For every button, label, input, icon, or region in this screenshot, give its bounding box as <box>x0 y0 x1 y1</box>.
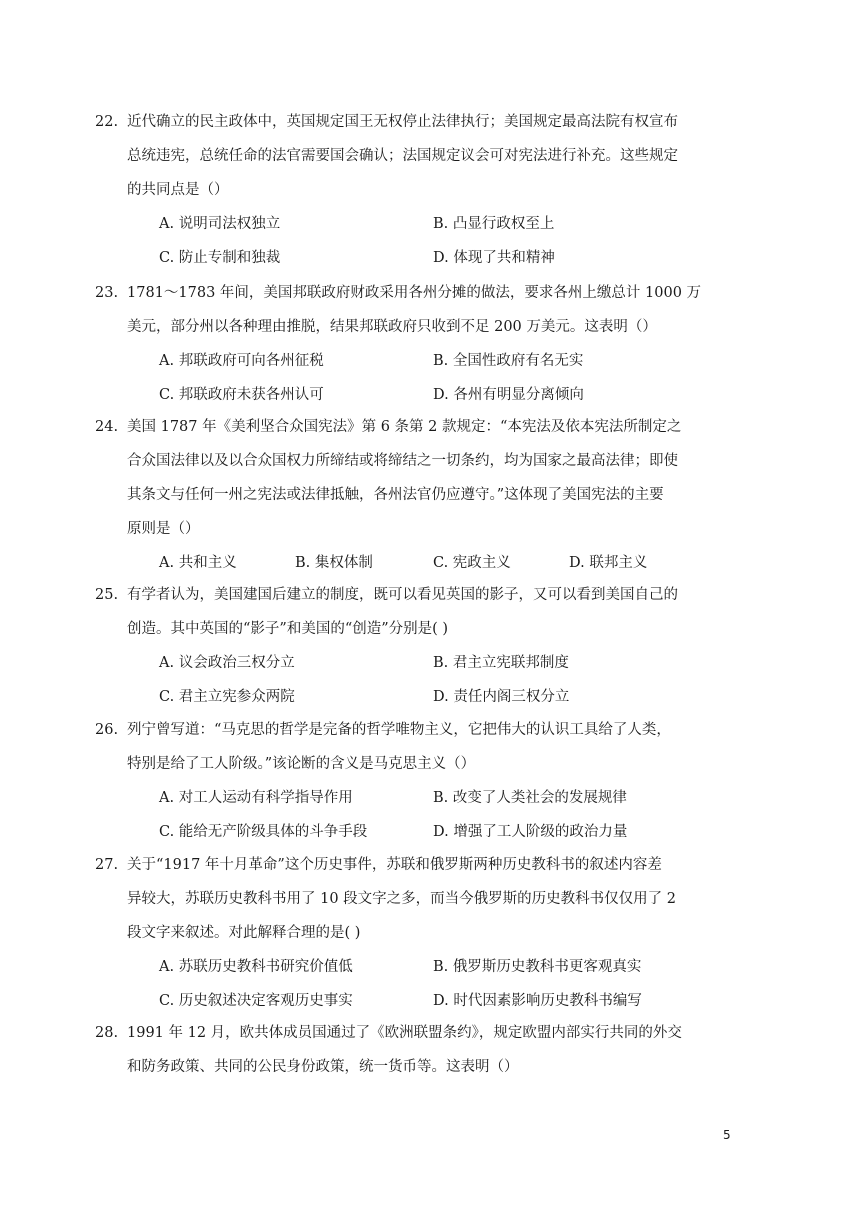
question-25 <box>95 578 739 714</box>
option-a: A. 说明司法权独立 <box>159 216 281 232</box>
option-c: C. 宪政主义 <box>433 555 511 571</box>
question-text: 的共同点是（） <box>127 182 229 198</box>
question-22 <box>95 105 739 275</box>
option-d: D. 联邦主义 <box>569 555 648 571</box>
option-c: C. 能给无产阶级具体的斗争手段 <box>159 824 368 840</box>
option-c: C. 君主立宪参众两院 <box>159 689 295 705</box>
option-b: B. 改变了人类社会的发展规律 <box>433 790 627 806</box>
options-row <box>127 546 739 580</box>
question-text: 近代确立的民主政体中，英国规定国王无权停止法律执行；美国规定最高法院有权宣布 <box>127 114 678 130</box>
page-number: 5 <box>723 1128 731 1142</box>
option-a: A. 共和主义 <box>159 555 237 571</box>
question-text: 和防务政策、共同的公民身份政策，统一货币等。这表明（） <box>127 1059 519 1075</box>
options-row <box>127 207 739 241</box>
question-28 <box>95 1016 739 1084</box>
question-text: 特别是给了工人阶级。”该论断的含义是马克思主义（） <box>127 756 476 772</box>
question-text: 列宁曾写道：“马克思的哲学是完备的哲学唯物主义，它把伟大的认识工具给了人类， <box>127 722 671 738</box>
options-row <box>127 781 739 815</box>
option-b: B. 全国性政府有名无实 <box>433 353 584 369</box>
question-number: 27. <box>95 857 119 873</box>
question-number: 24. <box>95 419 119 435</box>
option-b: B. 凸显行政权至上 <box>433 216 555 232</box>
question-text: 美元，部分州以各种理由推脱，结果邦联政府只收到不足 200 万美元。这表明（） <box>127 319 657 335</box>
question-text: 关于“1917 年十月革命”这个历史事件，苏联和俄罗斯两种历史教科书的叙述内容差 <box>127 857 662 873</box>
question-text: 1991 年 12 月，欧共体成员国通过了《欧洲联盟条约》，规定欧盟内部实行共同的外交 <box>127 1025 682 1041</box>
question-text: 段文字来叙述。对此解释合理的是( ) <box>127 925 361 941</box>
option-d: D. 时代因素影响历史教科书编写 <box>433 993 642 1009</box>
question-26 <box>95 713 739 849</box>
option-d: D. 增强了工人阶级的政治力量 <box>433 824 628 840</box>
options-row <box>127 950 739 984</box>
options-row <box>127 344 739 378</box>
options-row <box>127 984 739 1018</box>
option-a: A. 邦联政府可向各州征税 <box>159 353 324 369</box>
option-a: A. 议会政治三权分立 <box>159 655 295 671</box>
question-text: 异较大，苏联历史教科书用了 10 段文字之多，而当今俄罗斯的历史教科书仅仅用了 2 <box>127 891 677 907</box>
question-text: 合众国法律以及以合众国权力所缔结或将缔结之一切条约，均为国家之最高法律；即使 <box>127 453 678 469</box>
question-24 <box>95 410 739 580</box>
option-b: B. 君主立宪联邦制度 <box>433 655 569 671</box>
question-number: 26. <box>95 722 119 738</box>
question-number: 23. <box>95 285 119 301</box>
option-d: D. 责任内阁三权分立 <box>433 689 570 705</box>
option-a: A. 对工人运动有科学指导作用 <box>159 790 353 806</box>
option-d: D. 各州有明显分离倾向 <box>433 387 584 403</box>
question-number: 22. <box>95 114 119 130</box>
question-text: 总统违宪，总统任命的法官需要国会确认；法国规定议会可对宪法进行补充。这些规定 <box>127 148 678 164</box>
option-a: A. 苏联历史教科书研究价值低 <box>159 959 353 975</box>
options-row <box>127 815 739 849</box>
option-d: D. 体现了共和精神 <box>433 250 555 266</box>
options-row <box>127 646 739 680</box>
options-row <box>127 241 739 275</box>
question-text: 美国 1787 年《美利坚合众国宪法》第 6 条第 2 款规定：“本宪法及依本宪法所制定之 <box>127 419 682 435</box>
option-c: C. 防止专制和独裁 <box>159 250 281 266</box>
options-row <box>127 378 739 412</box>
question-text: 创造。其中英国的“影子”和美国的“创造”分别是( ) <box>127 621 449 637</box>
question-text: 有学者认为，美国建国后建立的制度，既可以看见英国的影子，又可以看到美国自己的 <box>127 587 678 603</box>
question-text: 原则是（） <box>127 521 200 537</box>
question-text: 1781～1783 年间，美国邦联政府财政采用各州分摊的做法，要求各州上缴总计 1000 万 <box>127 285 702 301</box>
question-number: 28. <box>95 1025 119 1041</box>
question-text: 其条文与任何一州之宪法或法律抵触，各州法官仍应遵守。”这体现了美国宪法的主要 <box>127 487 664 503</box>
question-number: 25. <box>95 587 119 603</box>
option-c: C. 邦联政府未获各州认可 <box>159 387 324 403</box>
option-b: B. 俄罗斯历史教科书更客观真实 <box>433 959 642 975</box>
question-27 <box>95 848 739 1018</box>
options-row <box>127 680 739 714</box>
option-b: B. 集权体制 <box>295 555 373 571</box>
option-c: C. 历史叙述决定客观历史事实 <box>159 993 353 1009</box>
question-23 <box>95 276 739 412</box>
